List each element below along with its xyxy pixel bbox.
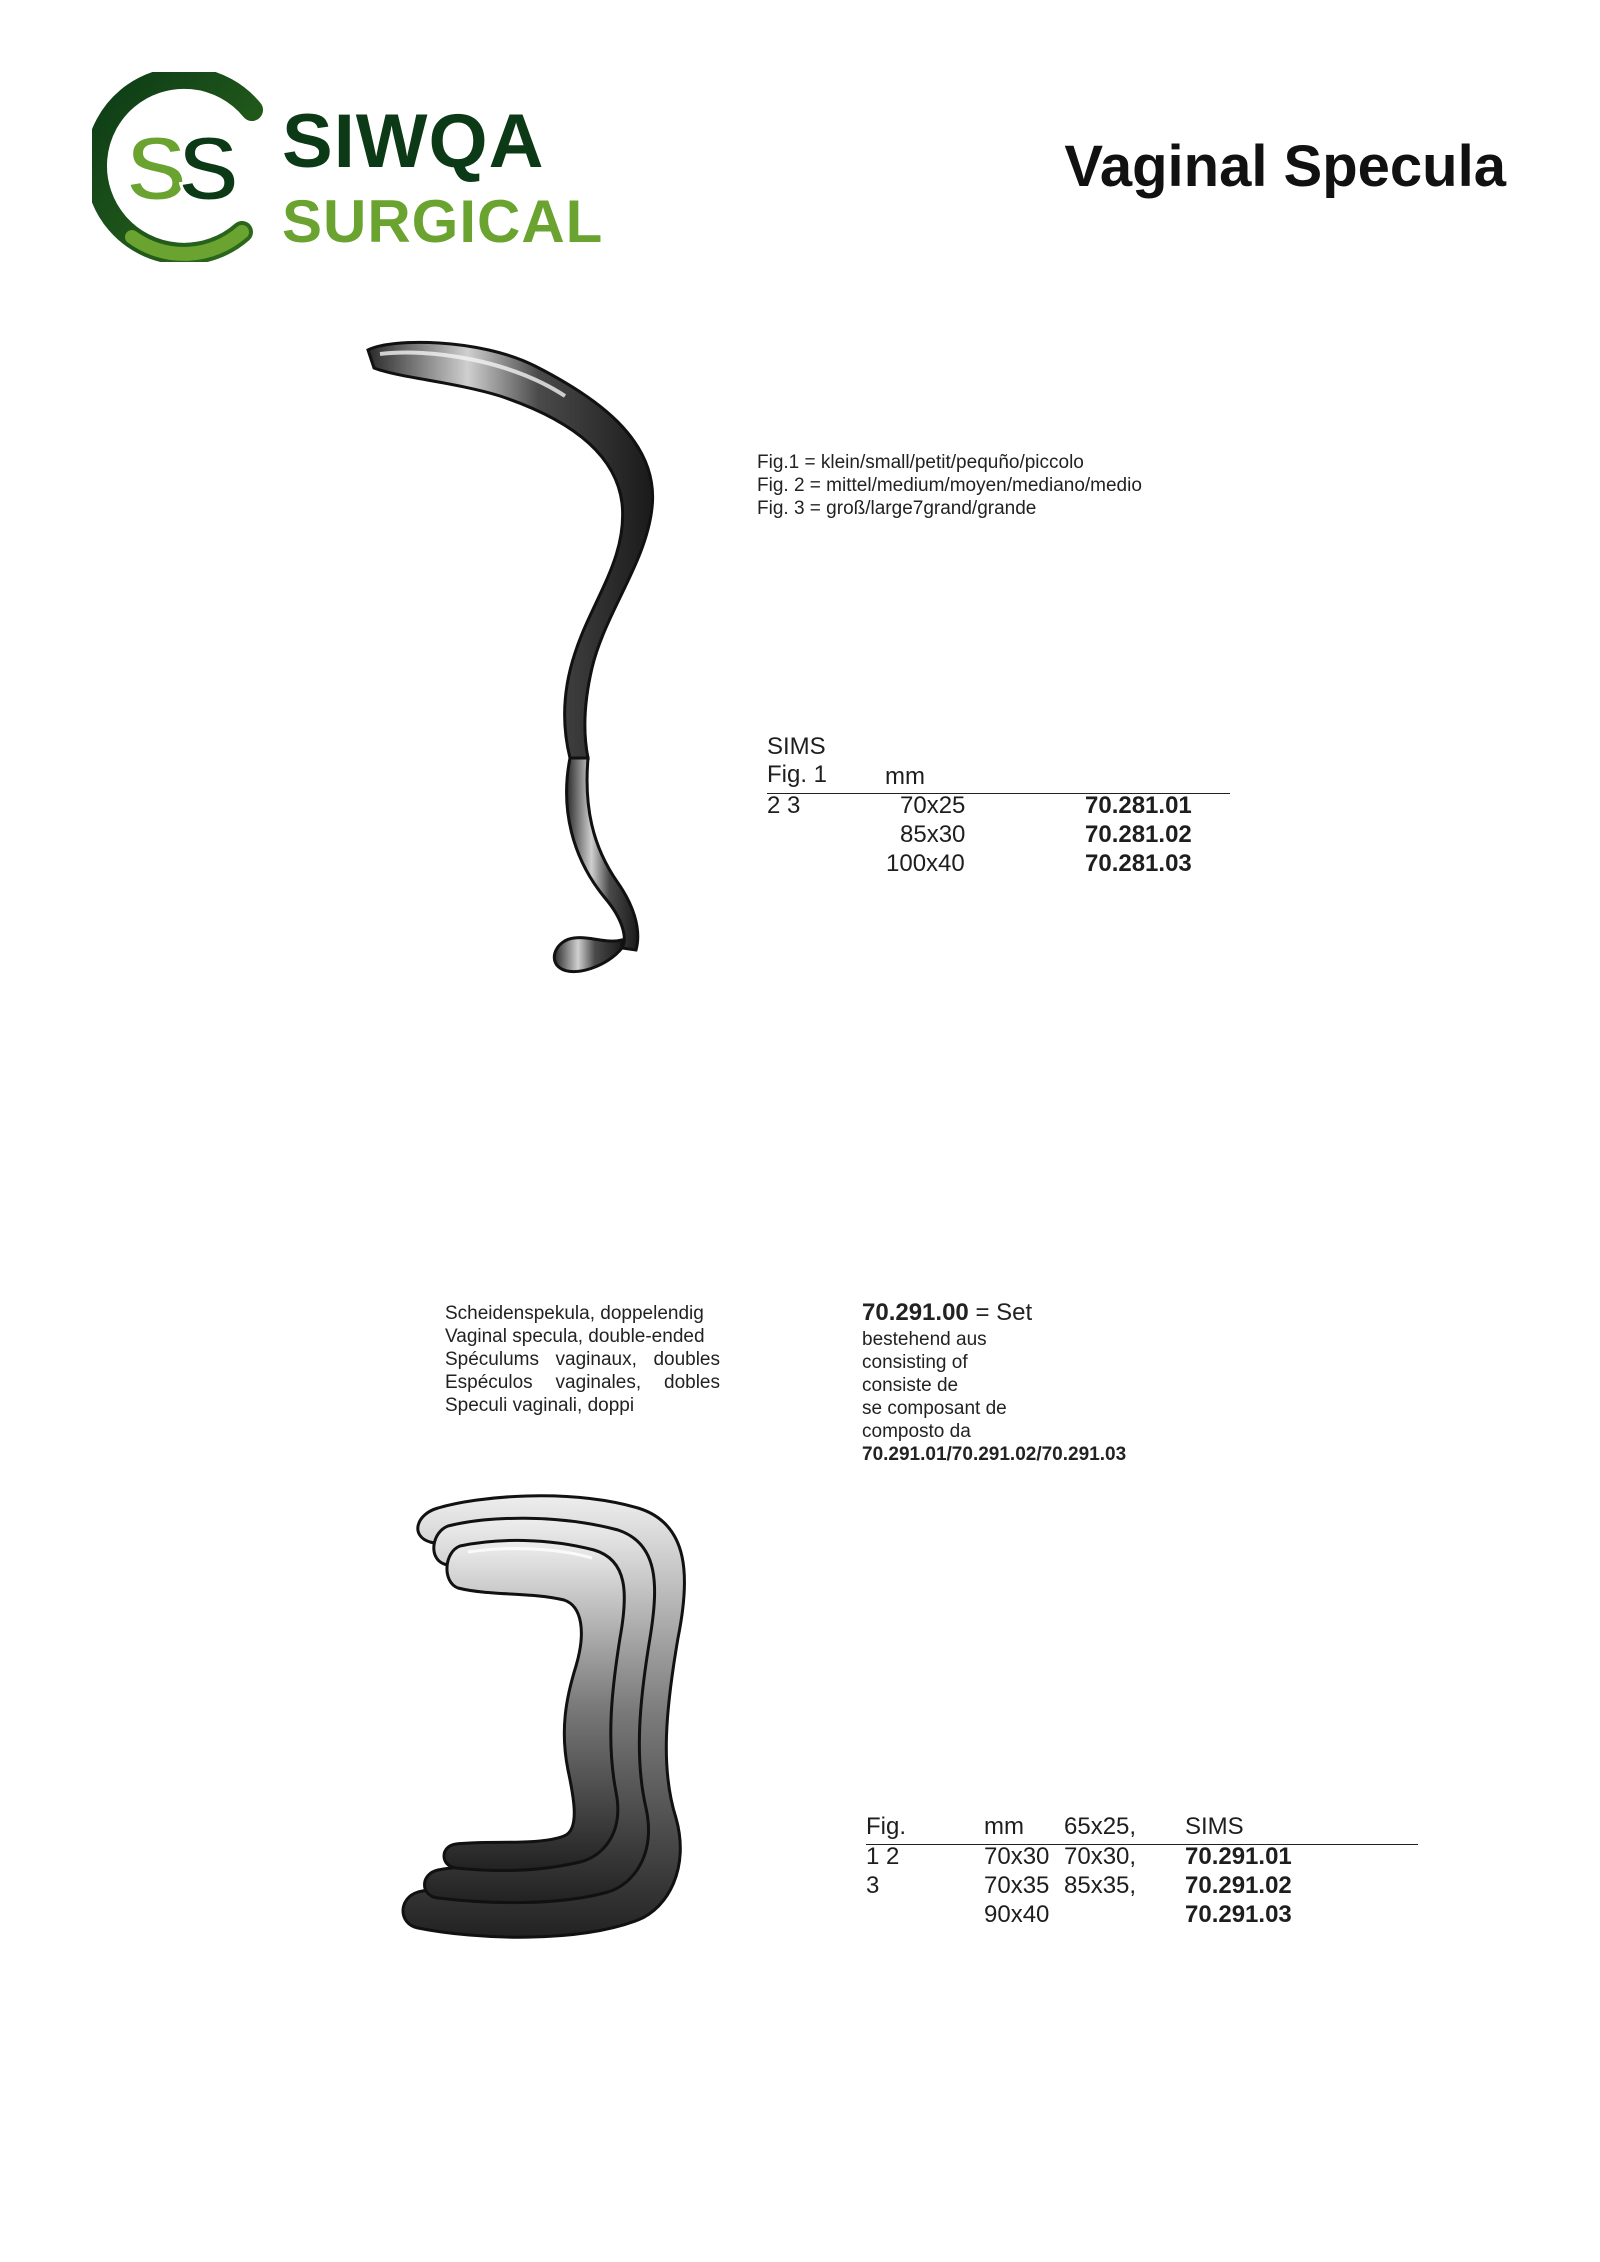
sims-speculum-double-icon [398, 1488, 708, 1943]
fig-header: Fig. 1 [767, 761, 828, 788]
description-line: Vaginal specula, double-ended [445, 1326, 705, 1347]
set-line: se composant de [862, 1398, 1007, 1419]
set-line: bestehend aus [862, 1329, 987, 1350]
size-cell: 100x40 [886, 850, 965, 877]
size-cell: 70x25 [900, 792, 966, 819]
description-line: Spéculums vaginaux, doubles [445, 1349, 720, 1370]
description-line: Scheidenspekula, doppelendig [445, 1303, 704, 1324]
sims-header: SIMS [1185, 1813, 1244, 1840]
mm-header: mm [984, 1813, 1024, 1840]
size-cell: 85x35, [1064, 1872, 1137, 1899]
legend-line: Fig.1 = klein/small/petit/pequño/piccolo [757, 452, 1084, 473]
description-line: Speculi vaginali, doppi [445, 1395, 635, 1416]
product-name: SIMS [767, 733, 826, 760]
set-line: consisting of [862, 1352, 968, 1373]
legend-line: Fig. 2 = mittel/medium/moyen/mediano/medio [757, 475, 1142, 496]
fig-numbers: 1 2 [866, 1843, 900, 1870]
product2-description [445, 1302, 720, 1417]
size-cell: 90x40 [984, 1901, 1050, 1928]
article-number: 70.291.02 [1185, 1872, 1292, 1899]
fig-header: Fig. [866, 1813, 907, 1840]
sims-speculum-single-icon [360, 338, 680, 978]
article-number: 70.281.02 [1085, 821, 1192, 848]
size-legend [757, 451, 1142, 520]
brand-name: SIWQA [282, 99, 545, 184]
article-number: 70.291.01 [1185, 1843, 1292, 1870]
siwqa-logo-icon [92, 72, 282, 262]
description-line: Espéculos vaginales, dobles [445, 1372, 720, 1393]
set-suffix: = Set [968, 1299, 1033, 1326]
set-title [862, 1298, 1126, 1328]
set-line: consiste de [862, 1375, 959, 1396]
article-number: 70.281.03 [1085, 850, 1192, 877]
svg-text:S: S [178, 118, 240, 220]
size-cell: 70x30 [984, 1843, 1050, 1870]
mm-header: mm [885, 763, 925, 790]
set-items: 70.291.01/70.291.02/70.291.03 [862, 1444, 1127, 1465]
set-code: 70.291.00 [862, 1299, 969, 1326]
article-number: 70.281.01 [1085, 792, 1192, 819]
fig-numbers: 2 3 [767, 792, 801, 819]
size-cell: 70x35 [984, 1872, 1050, 1899]
svg-text:S: S [126, 118, 188, 220]
page-title: Vaginal Specula [1064, 134, 1506, 199]
fig-numbers: 3 [866, 1872, 880, 1899]
size-header: 65x25, [1064, 1813, 1137, 1840]
set-line: composto da [862, 1421, 971, 1442]
header-rule [866, 1844, 1418, 1845]
brand-subtitle: SURGICAL [282, 188, 604, 255]
size-cell: 85x30 [900, 821, 966, 848]
article-number: 70.291.03 [1185, 1901, 1292, 1928]
size-cell: 70x30, [1064, 1843, 1137, 1870]
legend-line: Fig. 3 = groß/large7grand/grande [757, 498, 1037, 519]
set-info [862, 1298, 1126, 1466]
